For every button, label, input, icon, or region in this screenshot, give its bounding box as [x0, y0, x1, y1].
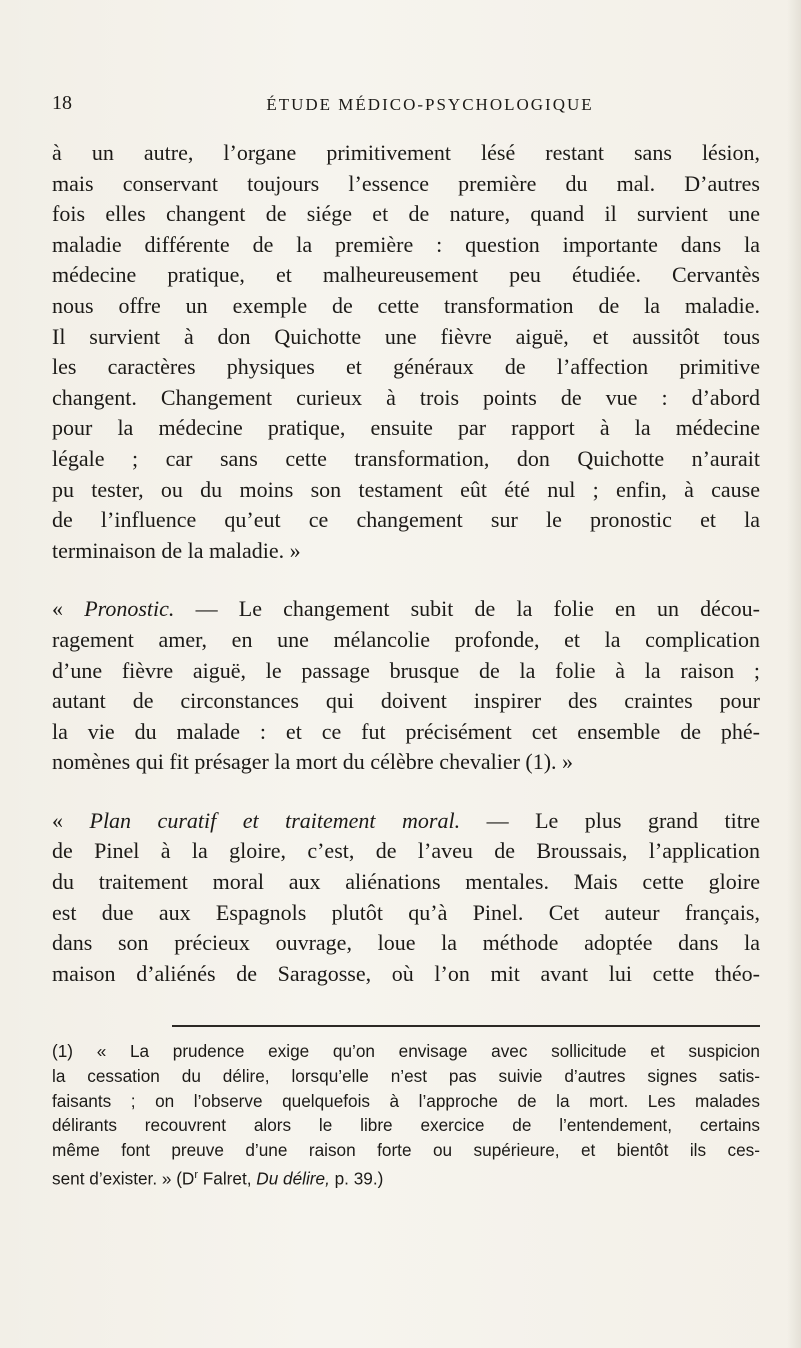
text-line: les caractères physiques et généraux de l’affection primitive [52, 354, 760, 380]
page-header [50, 92, 750, 122]
text-line: la vie du malade : et ce fut précisément cet ensemble de phé- [52, 718, 760, 744]
paragraph-pronostic [52, 594, 760, 778]
footnote-superscript: r [194, 1168, 199, 1181]
text-line: de l’influence qu’eut ce changement sur le pronostic et la [52, 507, 760, 533]
text-line: autant de circonstances qui doivent inspirer des craintes pour [52, 688, 760, 714]
text-line [52, 594, 760, 625]
quote-mark: « [52, 807, 90, 833]
text-line: de Pinel à la gloire, c’est, de l’aveu de Broussais, l’application [52, 838, 760, 864]
text-line: maison d’aliénés de Saragosse, où l’on mit avant lui cette théo- [52, 960, 760, 986]
paragraph-plan-curatif [52, 806, 760, 990]
text-line: pu tester, ou du moins son testament eût été nul ; enfin, à cause [52, 476, 760, 502]
footnote-line: délirants recouvrent alors le libre exercice de l’entendement, certains [52, 1115, 760, 1136]
lead-text: — Le plus grand titre [460, 807, 760, 833]
text-line: terminaison de la maladie. » [52, 537, 301, 563]
lead-text: — Le changement subit de la folie en un décou- [174, 596, 761, 622]
footnote-line: même font preuve d’une raison forte ou supérieure, et bientôt ils ces- [52, 1140, 760, 1161]
text-line: du traitement moral aux aliénations mentales. Mais cette gloire [52, 869, 760, 895]
page-number: 18 [52, 92, 72, 114]
text-line: changent. Changement curieux à trois points de vue : d’abord [52, 384, 760, 410]
footnote-text: p. 39.) [329, 1168, 384, 1189]
footnote-divider [172, 1025, 760, 1027]
text-line: maladie différente de la première : question importante dans la [52, 231, 760, 257]
text-line: mais conservant toujours l’essence première du mal. D’autres [52, 170, 760, 196]
text-line: médecine pratique, et malheureusement peu étudiée. Cervantès [52, 262, 760, 288]
body-text [52, 138, 760, 989]
footnote-text: sent d’exister. » (D [52, 1168, 195, 1189]
text-line: pour la médecine pratique, ensuite par rapport à la médecine [52, 415, 760, 441]
footnote-line: (1) « La prudence exige qu’on envisage avec sollicitude et suspicion [52, 1041, 760, 1061]
text-line: Il survient à don Quichotte une fièvre aiguë, et aussitôt tous [52, 323, 760, 349]
text-line: nous offre un exemple de cette transformation de la maladie. [52, 292, 760, 318]
page-edge-shadow [787, 0, 801, 1348]
footnote-citation-title: Du délire, [256, 1168, 330, 1189]
text-line: nomènes qui fit présager la mort du célèbre chevalier (1). » [52, 749, 574, 775]
text-line: est due aux Espagnols plutôt qu’à Pinel. Cet auteur français, [52, 899, 760, 925]
footnote [52, 1039, 760, 1192]
paragraph-1 [52, 138, 760, 566]
text-line [52, 806, 760, 837]
text-line: d’une fièvre aiguë, le passage brusque de la folie à la raison ; [52, 657, 760, 683]
footnote-line: faisants ; on l’observe quelquefois à l’approche de la mort. Les malades [52, 1090, 760, 1111]
footnote-line: la cessation du délire, lorsqu’elle n’est pas suivie d’autres signes satis- [52, 1065, 760, 1086]
text-line: fois elles changent de siége et de nature, quand il survient une [52, 201, 760, 227]
running-title: ÉTUDE MÉDICO-PSYCHOLOGIQUE [266, 95, 594, 114]
text-line: dans son précieux ouvrage, loue la méthode adoptée dans la [52, 930, 760, 956]
text-line: à un autre, l’organe primitivement lésé restant sans lésion, [52, 140, 760, 165]
section-heading-pronostic: Pronostic. [84, 596, 175, 622]
quote-mark: « [52, 596, 85, 622]
footnote-text: Falret, [198, 1168, 257, 1189]
text-line: ragement amer, en une mélancolie profonde, et la complication [52, 626, 760, 652]
text-line: légale ; car sans cette transformation, don Quichotte n’aurait [52, 445, 760, 471]
footnote-line [52, 1163, 760, 1192]
section-heading-plan-curatif: Plan curatif et traitement moral. [89, 807, 461, 833]
